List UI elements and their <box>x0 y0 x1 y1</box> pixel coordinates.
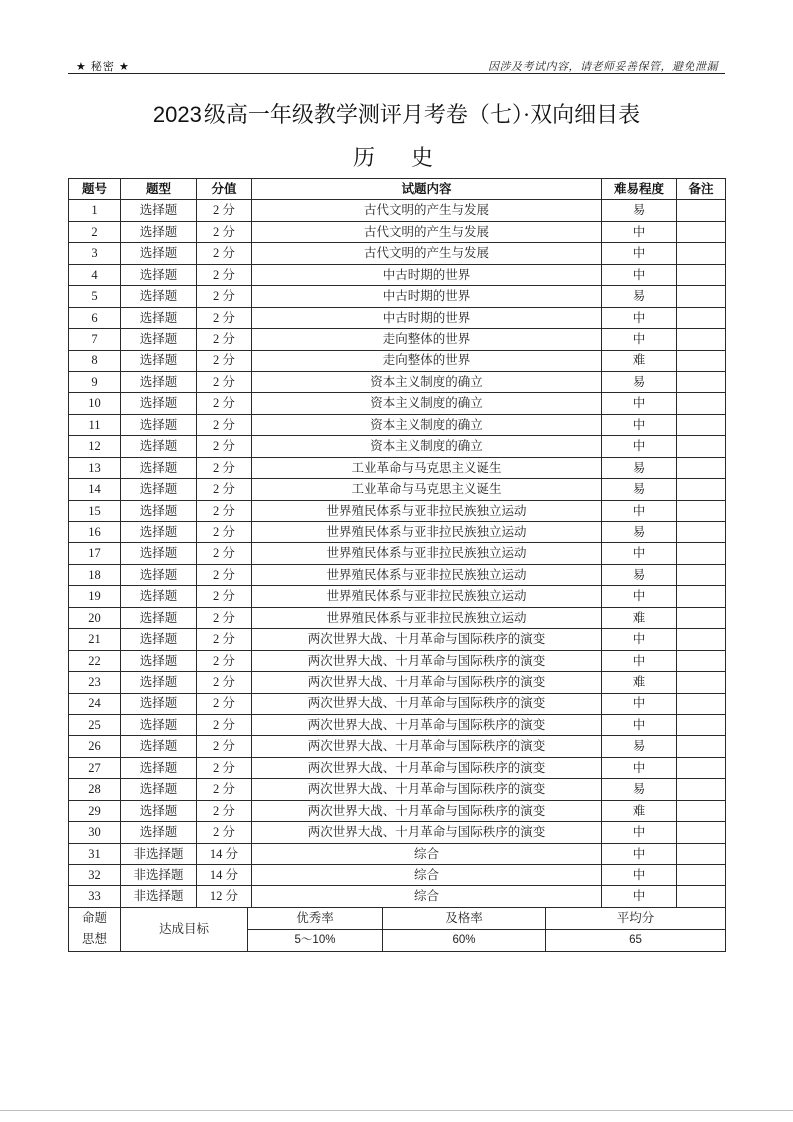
question-type-cell: 选择题 <box>121 822 197 843</box>
note-cell <box>677 371 726 392</box>
score-cell: 14 分 <box>197 865 252 886</box>
note-cell <box>677 650 726 671</box>
spec-table <box>68 178 726 908</box>
content-cell: 资本主义制度的确立 <box>252 436 602 457</box>
score-cell: 2 分 <box>197 543 252 564</box>
note-cell <box>677 586 726 607</box>
content-cell: 古代文明的产生与发展 <box>252 200 602 221</box>
content-cell: 两次世界大战、十月革命与国际秩序的演变 <box>252 650 602 671</box>
content-cell: 资本主义制度的确立 <box>252 414 602 435</box>
score-cell: 2 分 <box>197 371 252 392</box>
content-cell: 两次世界大战、十月革命与国际秩序的演变 <box>252 714 602 735</box>
content-cell: 世界殖民体系与亚非拉民族独立运动 <box>252 586 602 607</box>
question-number-cell: 30 <box>69 822 121 843</box>
table-row <box>69 650 726 671</box>
question-number-cell: 14 <box>69 479 121 500</box>
question-number-cell: 16 <box>69 522 121 543</box>
difficulty-cell: 易 <box>602 479 677 500</box>
table-row <box>69 586 726 607</box>
question-type-cell: 选择题 <box>121 221 197 242</box>
question-type-cell: 非选择题 <box>121 865 197 886</box>
question-number-cell: 6 <box>69 307 121 328</box>
note-cell <box>677 243 726 264</box>
table-row <box>69 779 726 800</box>
score-cell: 2 分 <box>197 522 252 543</box>
difficulty-cell: 中 <box>602 822 677 843</box>
question-type-cell: 非选择题 <box>121 843 197 864</box>
question-number-cell: 27 <box>69 757 121 778</box>
question-type-cell: 选择题 <box>121 414 197 435</box>
note-cell <box>677 264 726 285</box>
difficulty-cell: 中 <box>602 586 677 607</box>
note-cell <box>677 672 726 693</box>
table-row <box>69 865 726 886</box>
column-header-number: 题号 <box>69 179 121 200</box>
table-row <box>69 714 726 735</box>
column-header-note: 备注 <box>677 179 726 200</box>
question-type-cell: 选择题 <box>121 800 197 821</box>
difficulty-cell: 中 <box>602 714 677 735</box>
question-number-cell: 12 <box>69 436 121 457</box>
question-number-cell: 25 <box>69 714 121 735</box>
question-type-cell: 选择题 <box>121 200 197 221</box>
question-number-cell: 5 <box>69 286 121 307</box>
content-cell: 两次世界大战、十月革命与国际秩序的演变 <box>252 800 602 821</box>
note-cell <box>677 714 726 735</box>
score-cell: 2 分 <box>197 500 252 521</box>
note-cell <box>677 822 726 843</box>
score-cell: 2 分 <box>197 243 252 264</box>
content-cell: 综合 <box>252 865 602 886</box>
table-row <box>69 479 726 500</box>
column-header-difficulty: 难易程度 <box>602 179 677 200</box>
score-cell: 2 分 <box>197 564 252 585</box>
table-row <box>69 843 726 864</box>
note-cell <box>677 564 726 585</box>
difficulty-cell: 中 <box>602 243 677 264</box>
score-cell: 2 分 <box>197 264 252 285</box>
difficulty-cell: 中 <box>602 693 677 714</box>
difficulty-cell: 易 <box>602 736 677 757</box>
question-type-cell: 选择题 <box>121 457 197 478</box>
score-cell: 2 分 <box>197 714 252 735</box>
score-cell: 2 分 <box>197 672 252 693</box>
note-cell <box>677 543 726 564</box>
note-cell <box>677 457 726 478</box>
content-cell: 两次世界大战、十月革命与国际秩序的演变 <box>252 822 602 843</box>
content-cell: 两次世界大战、十月革命与国际秩序的演变 <box>252 757 602 778</box>
question-number-cell: 11 <box>69 414 121 435</box>
content-cell: 综合 <box>252 843 602 864</box>
question-type-cell: 选择题 <box>121 779 197 800</box>
confidentiality-notice: 因涉及考试内容，请老师妥善保管，避免泄漏 <box>488 60 718 73</box>
table-header-row <box>69 179 726 200</box>
design-intent-label <box>69 907 121 951</box>
score-cell: 2 分 <box>197 779 252 800</box>
note-cell <box>677 350 726 371</box>
score-cell: 2 分 <box>197 650 252 671</box>
footer-row-metrics <box>69 907 726 929</box>
note-cell <box>677 200 726 221</box>
subject-title: 历 史 <box>352 145 440 170</box>
difficulty-cell: 易 <box>602 564 677 585</box>
question-type-cell: 非选择题 <box>121 886 197 907</box>
score-cell: 12 分 <box>197 886 252 907</box>
question-number-cell: 19 <box>69 586 121 607</box>
content-cell: 古代文明的产生与发展 <box>252 243 602 264</box>
content-cell: 工业革命与马克思主义诞生 <box>252 457 602 478</box>
difficulty-cell: 易 <box>602 457 677 478</box>
note-cell <box>677 436 726 457</box>
content-cell: 综合 <box>252 886 602 907</box>
table-row <box>69 522 726 543</box>
note-cell <box>677 736 726 757</box>
title-text: 级高一年级教学测评月考卷（七）·双向细目表 <box>203 102 641 127</box>
table-row <box>69 307 726 328</box>
note-cell <box>677 393 726 414</box>
note-cell <box>677 286 726 307</box>
content-cell: 走向整体的世界 <box>252 350 602 371</box>
difficulty-cell: 易 <box>602 286 677 307</box>
score-cell: 2 分 <box>197 693 252 714</box>
question-number-cell: 3 <box>69 243 121 264</box>
score-cell: 2 分 <box>197 200 252 221</box>
difficulty-cell: 中 <box>602 221 677 242</box>
question-type-cell: 选择题 <box>121 736 197 757</box>
score-cell: 2 分 <box>197 414 252 435</box>
table-row <box>69 414 726 435</box>
question-number-cell: 31 <box>69 843 121 864</box>
question-number-cell: 24 <box>69 693 121 714</box>
table-row <box>69 350 726 371</box>
score-cell: 2 分 <box>197 800 252 821</box>
table-row <box>69 800 726 821</box>
difficulty-cell: 中 <box>602 500 677 521</box>
table-row <box>69 457 726 478</box>
difficulty-cell: 难 <box>602 350 677 371</box>
question-number-cell: 15 <box>69 500 121 521</box>
question-number-cell: 10 <box>69 393 121 414</box>
question-number-cell: 23 <box>69 672 121 693</box>
difficulty-cell: 易 <box>602 522 677 543</box>
question-type-cell: 选择题 <box>121 371 197 392</box>
difficulty-cell: 难 <box>602 672 677 693</box>
metric-name-excellent: 优秀率 <box>248 907 383 929</box>
page-bottom-rule <box>0 1110 793 1111</box>
score-cell: 2 分 <box>197 607 252 628</box>
score-cell: 14 分 <box>197 843 252 864</box>
difficulty-cell: 中 <box>602 414 677 435</box>
note-cell <box>677 886 726 907</box>
question-type-cell: 选择题 <box>121 564 197 585</box>
question-number-cell: 8 <box>69 350 121 371</box>
question-number-cell: 18 <box>69 564 121 585</box>
note-cell <box>677 221 726 242</box>
note-cell <box>677 865 726 886</box>
note-cell <box>677 800 726 821</box>
note-cell <box>677 843 726 864</box>
title-year: 2023 <box>152 102 202 127</box>
question-number-cell: 26 <box>69 736 121 757</box>
table-row <box>69 757 726 778</box>
difficulty-cell: 中 <box>602 650 677 671</box>
content-cell: 两次世界大战、十月革命与国际秩序的演变 <box>252 693 602 714</box>
content-cell: 两次世界大战、十月革命与国际秩序的演变 <box>252 629 602 650</box>
note-cell <box>677 500 726 521</box>
content-cell: 走向整体的世界 <box>252 329 602 350</box>
metric-value-pass: 60% <box>383 929 546 951</box>
score-cell: 2 分 <box>197 757 252 778</box>
table-row <box>69 286 726 307</box>
spec-table-wrapper <box>68 178 725 952</box>
question-type-cell: 选择题 <box>121 650 197 671</box>
design-intent-table <box>68 907 726 952</box>
content-cell: 两次世界大战、十月革命与国际秩序的演变 <box>252 672 602 693</box>
score-cell: 2 分 <box>197 629 252 650</box>
question-type-cell: 选择题 <box>121 243 197 264</box>
question-number-cell: 2 <box>69 221 121 242</box>
score-cell: 2 分 <box>197 329 252 350</box>
question-type-cell: 选择题 <box>121 479 197 500</box>
question-number-cell: 1 <box>69 200 121 221</box>
score-cell: 2 分 <box>197 457 252 478</box>
content-cell: 中古时期的世界 <box>252 307 602 328</box>
score-cell: 2 分 <box>197 350 252 371</box>
table-row <box>69 500 726 521</box>
content-cell: 资本主义制度的确立 <box>252 371 602 392</box>
difficulty-cell: 中 <box>602 843 677 864</box>
question-type-cell: 选择题 <box>121 393 197 414</box>
question-type-cell: 选择题 <box>121 693 197 714</box>
content-cell: 工业革命与马克思主义诞生 <box>252 479 602 500</box>
header-rule <box>68 73 725 74</box>
note-cell <box>677 329 726 350</box>
design-intent-label-line1: 命题 <box>81 910 107 925</box>
table-row <box>69 886 726 907</box>
content-cell: 世界殖民体系与亚非拉民族独立运动 <box>252 500 602 521</box>
note-cell <box>677 779 726 800</box>
score-cell: 2 分 <box>197 393 252 414</box>
table-row <box>69 672 726 693</box>
score-cell: 2 分 <box>197 822 252 843</box>
table-row <box>69 393 726 414</box>
difficulty-cell: 易 <box>602 200 677 221</box>
page-title <box>0 98 793 129</box>
question-number-cell: 32 <box>69 865 121 886</box>
table-row <box>69 264 726 285</box>
difficulty-cell: 中 <box>602 307 677 328</box>
table-row <box>69 543 726 564</box>
difficulty-cell: 中 <box>602 886 677 907</box>
question-type-cell: 选择题 <box>121 757 197 778</box>
table-row <box>69 736 726 757</box>
difficulty-cell: 中 <box>602 629 677 650</box>
table-row <box>69 436 726 457</box>
content-cell: 资本主义制度的确立 <box>252 393 602 414</box>
table-row <box>69 564 726 585</box>
note-cell <box>677 479 726 500</box>
table-row <box>69 693 726 714</box>
question-type-cell: 选择题 <box>121 672 197 693</box>
question-type-cell: 选择题 <box>121 543 197 564</box>
design-intent-label-line2: 思想 <box>81 932 107 947</box>
note-cell <box>677 607 726 628</box>
question-type-cell: 选择题 <box>121 329 197 350</box>
difficulty-cell: 中 <box>602 436 677 457</box>
table-row <box>69 243 726 264</box>
metric-name-average: 平均分 <box>546 907 726 929</box>
table-row <box>69 221 726 242</box>
question-number-cell: 13 <box>69 457 121 478</box>
content-cell: 世界殖民体系与亚非拉民族独立运动 <box>252 543 602 564</box>
note-cell <box>677 693 726 714</box>
metric-value-average: 65 <box>546 929 726 951</box>
question-type-cell: 选择题 <box>121 629 197 650</box>
difficulty-cell: 中 <box>602 329 677 350</box>
metric-value-excellent: 5～10% <box>248 929 383 951</box>
difficulty-cell: 易 <box>602 371 677 392</box>
secret-label: ★ 秘密 ★ <box>76 61 130 73</box>
table-row <box>69 629 726 650</box>
question-type-cell: 选择题 <box>121 264 197 285</box>
score-cell: 2 分 <box>197 307 252 328</box>
question-type-cell: 选择题 <box>121 586 197 607</box>
column-header-content: 试题内容 <box>252 179 602 200</box>
difficulty-cell: 中 <box>602 865 677 886</box>
question-type-cell: 选择题 <box>121 307 197 328</box>
question-number-cell: 9 <box>69 371 121 392</box>
question-type-cell: 选择题 <box>121 286 197 307</box>
note-cell <box>677 629 726 650</box>
question-type-cell: 选择题 <box>121 607 197 628</box>
column-header-score: 分值 <box>197 179 252 200</box>
score-cell: 2 分 <box>197 736 252 757</box>
question-number-cell: 29 <box>69 800 121 821</box>
question-type-cell: 选择题 <box>121 522 197 543</box>
question-number-cell: 33 <box>69 886 121 907</box>
note-cell <box>677 522 726 543</box>
table-body <box>69 200 726 907</box>
column-header-type: 题型 <box>121 179 197 200</box>
table-row <box>69 371 726 392</box>
question-type-cell: 选择题 <box>121 350 197 371</box>
metric-name-pass: 及格率 <box>383 907 546 929</box>
score-cell: 2 分 <box>197 436 252 457</box>
difficulty-cell: 中 <box>602 264 677 285</box>
score-cell: 2 分 <box>197 286 252 307</box>
table-row <box>69 200 726 221</box>
score-cell: 2 分 <box>197 479 252 500</box>
difficulty-cell: 难 <box>602 800 677 821</box>
content-cell: 世界殖民体系与亚非拉民族独立运动 <box>252 522 602 543</box>
content-cell: 两次世界大战、十月革命与国际秩序的演变 <box>252 779 602 800</box>
note-cell <box>677 307 726 328</box>
note-cell <box>677 414 726 435</box>
question-number-cell: 17 <box>69 543 121 564</box>
table-row <box>69 329 726 350</box>
difficulty-cell: 中 <box>602 543 677 564</box>
question-type-cell: 选择题 <box>121 500 197 521</box>
score-cell: 2 分 <box>197 221 252 242</box>
content-cell: 世界殖民体系与亚非拉民族独立运动 <box>252 564 602 585</box>
score-cell: 2 分 <box>197 586 252 607</box>
question-number-cell: 4 <box>69 264 121 285</box>
difficulty-cell: 难 <box>602 607 677 628</box>
question-type-cell: 选择题 <box>121 436 197 457</box>
content-cell: 中古时期的世界 <box>252 286 602 307</box>
content-cell: 世界殖民体系与亚非拉民族独立运动 <box>252 607 602 628</box>
question-number-cell: 28 <box>69 779 121 800</box>
question-number-cell: 7 <box>69 329 121 350</box>
difficulty-cell: 易 <box>602 779 677 800</box>
difficulty-cell: 中 <box>602 393 677 414</box>
question-number-cell: 20 <box>69 607 121 628</box>
question-number-cell: 21 <box>69 629 121 650</box>
content-cell: 中古时期的世界 <box>252 264 602 285</box>
content-cell: 古代文明的产生与发展 <box>252 221 602 242</box>
note-cell <box>677 757 726 778</box>
difficulty-cell: 中 <box>602 757 677 778</box>
content-cell: 两次世界大战、十月革命与国际秩序的演变 <box>252 736 602 757</box>
table-row <box>69 607 726 628</box>
question-number-cell: 22 <box>69 650 121 671</box>
table-row <box>69 822 726 843</box>
question-type-cell: 选择题 <box>121 714 197 735</box>
target-label: 达成目标 <box>121 907 248 951</box>
